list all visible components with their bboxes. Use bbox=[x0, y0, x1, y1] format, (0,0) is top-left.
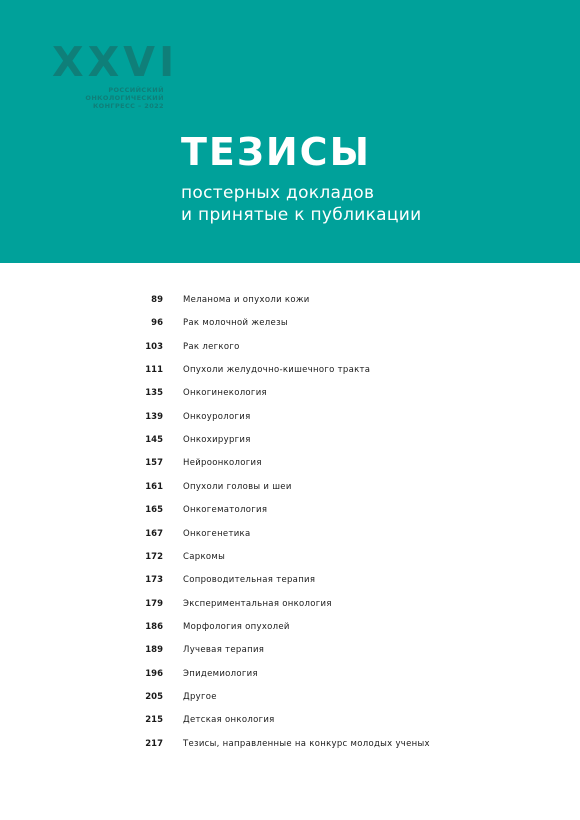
toc-page-number: 135 bbox=[145, 388, 163, 399]
toc-section-title: Опухоли желудочно-кишечного тракта bbox=[183, 365, 371, 376]
toc-section-title: Сопроводительная терапия bbox=[183, 575, 316, 586]
toc-section-title: Рак легкого bbox=[183, 341, 240, 352]
logo-line: РОССИЙСКИЙ bbox=[108, 86, 164, 94]
toc-entry[interactable] bbox=[0, 383, 580, 403]
toc-entry[interactable] bbox=[0, 290, 580, 310]
toc-page-number: 145 bbox=[145, 435, 163, 446]
congress-logo-text bbox=[52, 86, 164, 110]
toc-section-title: Саркомы bbox=[183, 551, 226, 562]
toc-page-number: 157 bbox=[145, 458, 163, 469]
toc-section-title: Онкохирургия bbox=[183, 435, 251, 446]
toc-page-number: 161 bbox=[145, 481, 163, 492]
logo-line: КОНГРЕСС – 2022 bbox=[92, 102, 164, 110]
toc-page-number: 173 bbox=[145, 575, 163, 586]
toc-entry[interactable] bbox=[0, 337, 580, 357]
toc-section-title: Тезисы, направленные на конкурс молодых ученых bbox=[183, 738, 430, 749]
toc-entry[interactable] bbox=[0, 524, 580, 544]
toc-section-title: Экспериментальная онкология bbox=[183, 598, 332, 609]
subtitle-line: и принятые к публикации bbox=[181, 205, 422, 225]
toc-section-title: Нейроонкология bbox=[183, 458, 262, 469]
toc-entry[interactable] bbox=[0, 313, 580, 333]
congress-logo-number: XXVI bbox=[52, 38, 179, 86]
toc-section-title: Меланома и опухоли кожи bbox=[183, 295, 310, 305]
toc-entry[interactable] bbox=[0, 500, 580, 520]
toc-entry[interactable] bbox=[0, 477, 580, 497]
toc-section-title: Онкоурология bbox=[183, 411, 251, 422]
toc-section-title: Морфология опухолей bbox=[183, 621, 290, 632]
toc-page-number: 139 bbox=[145, 411, 163, 422]
toc-entry[interactable] bbox=[0, 664, 580, 684]
toc-entry[interactable] bbox=[0, 360, 580, 380]
toc-section-title: Онкогенетика bbox=[183, 528, 251, 539]
toc-entry[interactable] bbox=[0, 453, 580, 473]
toc-section-title: Детская онкология bbox=[183, 715, 275, 726]
toc-section-title: Другое bbox=[183, 691, 217, 702]
toc-page-number: 165 bbox=[145, 505, 163, 516]
page-subtitle bbox=[181, 182, 421, 226]
subtitle-line: постерных докладов bbox=[181, 183, 375, 203]
toc-page-number: 196 bbox=[145, 668, 163, 679]
toc-page-number: 186 bbox=[145, 621, 163, 632]
toc-section-title: Опухоли головы и шеи bbox=[183, 481, 292, 492]
page-title: ТЕЗИСЫ bbox=[181, 130, 371, 174]
toc-section-title: Эпидемиология bbox=[183, 668, 258, 679]
header-banner bbox=[0, 0, 580, 263]
toc-page-number: 111 bbox=[145, 365, 163, 376]
toc-page-number: 103 bbox=[145, 341, 163, 352]
toc-section-title: Лучевая терапия bbox=[183, 645, 265, 656]
toc-page-number: 179 bbox=[145, 598, 163, 609]
toc-section-title: Онкогематология bbox=[183, 505, 268, 516]
toc-entry[interactable] bbox=[0, 547, 580, 567]
logo-line: ОНКОЛОГИЧЕСКИЙ bbox=[85, 94, 164, 102]
toc-entry[interactable] bbox=[0, 570, 580, 590]
toc-entry[interactable] bbox=[0, 734, 580, 754]
toc-page-number: 205 bbox=[145, 691, 163, 702]
toc-entry[interactable] bbox=[0, 617, 580, 637]
toc-page-number: 215 bbox=[145, 715, 163, 726]
toc-entry[interactable] bbox=[0, 710, 580, 730]
toc-section-title: Онкогинекология bbox=[183, 388, 267, 399]
toc-page-number: 96 bbox=[151, 318, 163, 329]
toc-page-number: 89 bbox=[151, 295, 163, 305]
toc-page-number: 189 bbox=[145, 645, 163, 656]
toc-entry[interactable] bbox=[0, 687, 580, 707]
toc-page-number: 167 bbox=[145, 528, 163, 539]
toc-entry[interactable] bbox=[0, 430, 580, 450]
toc-page-number: 172 bbox=[145, 551, 163, 562]
toc-entry[interactable] bbox=[0, 594, 580, 614]
toc-entry[interactable] bbox=[0, 407, 580, 427]
toc-section-title: Рак молочной железы bbox=[183, 318, 288, 329]
toc-entry[interactable] bbox=[0, 640, 580, 660]
toc-page-number: 217 bbox=[145, 738, 163, 749]
